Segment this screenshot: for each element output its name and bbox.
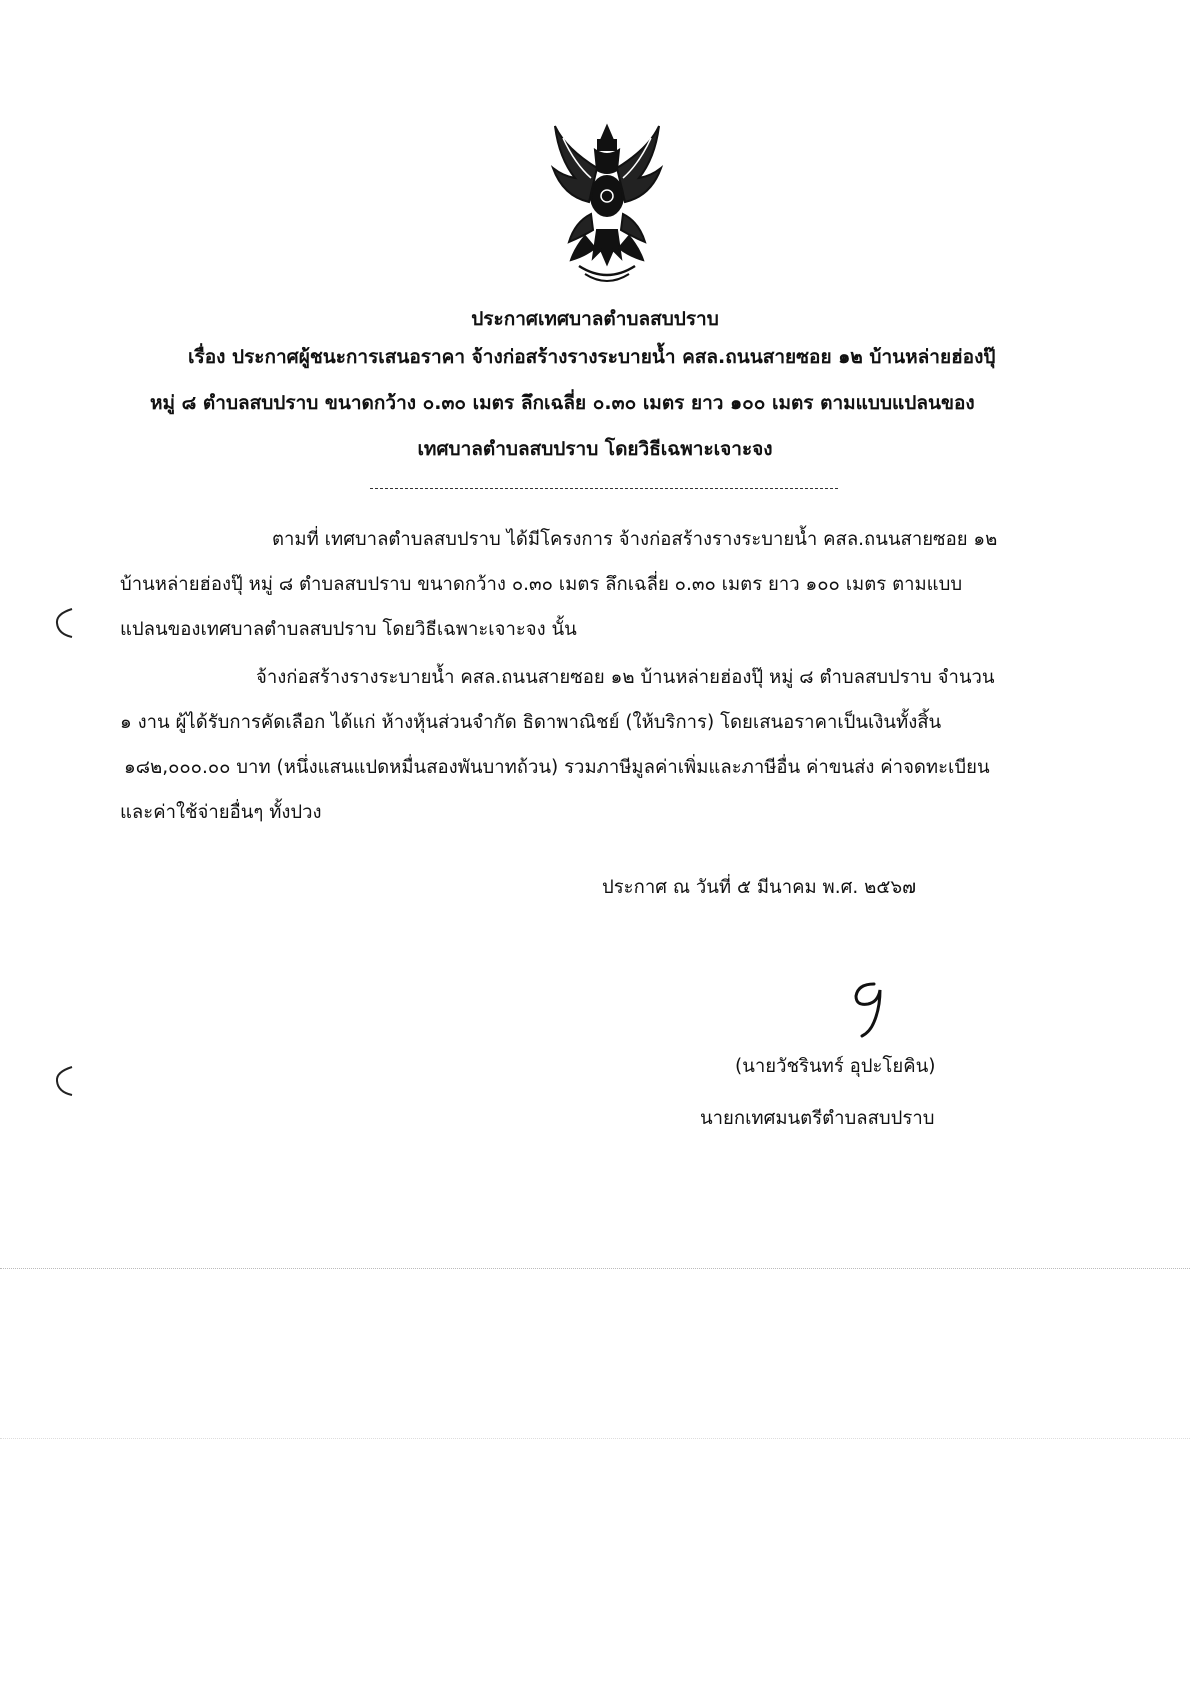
signer-name: (นายวัชรินทร์ อุปะโยคิน) bbox=[735, 1056, 936, 1077]
announcement-date: ประกาศ ณ วันที่ ๕ มีนาคม พ.ศ. ๒๕๖๗ bbox=[602, 877, 916, 898]
scan-artifact-line bbox=[0, 1438, 1190, 1439]
header-title: ประกาศเทศบาลตำบลสบปราบ bbox=[471, 308, 719, 330]
subject-line-3: เทศบาลตำบลสบปราบ โดยวิธีเฉพาะเจาะจง bbox=[417, 438, 773, 460]
paragraph-2-line-1: จ้างก่อสร้างรางระบายน้ำ คสล.ถนนสายซอย ๑๒ บ้านหล่ายฮ่องปุ๊ หมู่ ๘ ตำบลสบปราบ จำนวน bbox=[256, 667, 995, 688]
paragraph-1-line-1: ตามที่ เทศบาลตำบลสบปราบ ได้มีโครงการ จ้างก่อสร้างรางระบายน้ำ คสล.ถนนสายซอย ๑๒ bbox=[272, 529, 998, 550]
signer-title: นายกเทศมนตรีตำบลสบปราบ bbox=[700, 1108, 935, 1129]
paragraph-2-line-3: ๑๘๒,๐๐๐.๐๐ บาท (หนึ่งแสนแปดหมื่นสองพันบาทถ้วน) รวมภาษีมูลค่าเพิ่มและภาษีอื่น ค่าขนส่ง ค่าจดทะเบียน bbox=[124, 757, 990, 778]
punch-hole-icon bbox=[52, 606, 76, 640]
paragraph-2-line-4: และค่าใช้จ่ายอื่นๆ ทั้งปวง bbox=[120, 802, 322, 823]
paragraph-1-line-2: บ้านหล่ายฮ่องปุ๊ หมู่ ๘ ตำบลสบปราบ ขนาดกว้าง ๐.๓๐ เมตร ลึกเฉลี่ย ๐.๓๐ เมตร ยาว ๑๐๐ เมตร ตามแบบ bbox=[120, 574, 963, 595]
dashed-divider bbox=[370, 488, 838, 489]
scan-artifact-line bbox=[0, 1268, 1190, 1269]
subject-line-1: เรื่อง ประกาศผู้ชนะการเสนอราคา จ้างก่อสร้างรางระบายน้ำ คสล.ถนนสายซอย ๑๒ บ้านหล่ายฮ่องปุ๊ bbox=[188, 346, 996, 368]
paragraph-2-line-2: ๑ งาน ผู้ได้รับการคัดเลือก ได้แก่ ห้างหุ้นส่วนจำกัด ธิดาพาณิชย์ (ให้บริการ) โดยเสนอราคาเป็นเงินทั้งสิ้น bbox=[120, 712, 942, 733]
paragraph-1-line-3: แปลนของเทศบาลตำบลสบปราบ โดยวิธีเฉพาะเจาะจง นั้น bbox=[120, 619, 577, 640]
subject-line-2: หมู่ ๘ ตำบลสบปราบ ขนาดกว้าง ๐.๓๐ เมตร ลึกเฉลี่ย ๐.๓๐ เมตร ยาว ๑๐๐ เมตร ตามแบบแปลนของ bbox=[150, 392, 975, 414]
handwritten-signature-icon bbox=[840, 978, 900, 1040]
garuda-emblem-icon bbox=[545, 118, 669, 288]
punch-hole-icon bbox=[52, 1064, 76, 1098]
